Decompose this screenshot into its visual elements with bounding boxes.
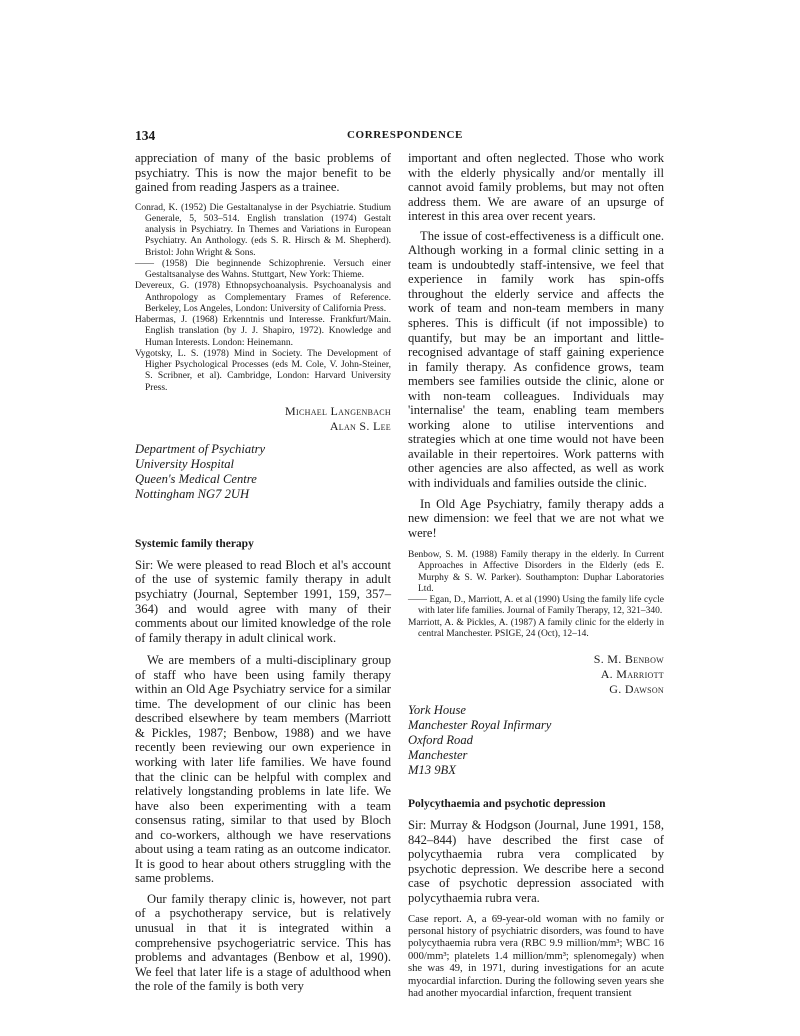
author-name: S. M. Benbow: [593, 652, 664, 667]
signature-block: [408, 652, 664, 697]
reference-list: [135, 203, 391, 394]
reference-item: Vygotsky, L. S. (1978) Mind in Society. The Development of Higher Psychological Processes (eds M. Cole, V. John-Steiner, S. Scribner, et al). Cambridge, London: Harvard University Press.: [135, 348, 391, 393]
letter-paragraph: Sir: Murray & Hodgson (Journal, June 1991, 158, 842–844) have described the first case of polycythaemia rubra vera complicated by psychotic depression. We describe here a second case of psychotic depression associated with polycythaemia rubra vera.: [408, 818, 664, 905]
page-header: [135, 128, 675, 146]
address-line: Department of Psychiatry: [135, 441, 266, 456]
address-line: Queen's Medical Centre: [135, 471, 257, 486]
signature-block: [135, 404, 391, 434]
letter-paragraph: The issue of cost-effectiveness is a difficult one. Although working in a formal clinic setting in a team is undoubtedly staff-intensive, we feel that experience in family work has spin-offs throughout the elderly service and affects the work of team and non-team members in many spheres. This is difficult (if not impossible) to quantify, but may be an important and little-recognised advantage of staff gaining experience in family therapy. As confidence grows, team members see families outside the clinic, alone or with non-team colleagues. Individuals may 'internalise' the team, enabling team members working alone to utilise interventions and strategies which at one time would not have been available in their repertoires. Work patterns with other agencies are also affected, as well as work with individuals and families outside the clinic.: [408, 228, 664, 491]
letter-paragraph: Sir: We were pleased to read Bloch et al's account of the use of systemic family therapy in adult psychiatry (Journal, September 1991, 159, 357–364) and would agree with many of their comments about our limited knowledge of the role of family therapy in adult clinical work.: [135, 557, 391, 645]
right-column: [408, 151, 664, 1000]
address-line: M13 9BX: [408, 763, 456, 778]
reference-list: [408, 550, 664, 640]
reference-item: Benbow, S. M. (1988) Family therapy in the elderly. In Current Approaches in Affective Disorders in the Elderly (eds E. Murphy & S. W. Parker). Southampton: Duphar Laboratories Ltd.: [408, 550, 664, 594]
letter-paragraph: In Old Age Psychiatry, family therapy adds a new dimension: we feel that we are not what we were!: [408, 496, 664, 540]
author-name: G. Dawson: [609, 682, 664, 697]
reference-item: Marriott, A. & Pickles, A. (1987) A family clinic for the elderly in central Manchester. PSIGE, 24 (Oct), 12–14.: [408, 617, 664, 639]
author-address: [135, 442, 391, 502]
reference-item: Habermas, J. (1968) Erkenntnis und Interesse. Frankfurt/Main. English translation (by J. J. Shapiro, 1972). Knowledge and Human Interests. London: Heinemann.: [135, 315, 391, 348]
page-number: 134: [135, 128, 156, 143]
left-column: [135, 151, 391, 994]
running-title: CORRESPONDENCE: [347, 129, 463, 141]
section-title: Polycythaemia and psychotic depression: [408, 798, 606, 811]
address-line: Oxford Road: [408, 733, 473, 748]
reference-item: Conrad, K. (1952) Die Gestaltanalyse in der Psychiatrie. Studium Generale, 5, 503–514. English translation (1974) Gestalt analysis in Psychiatry. In Themes and Variations in European Psychiatry. An Anthology. (eds S. R. Hirsch & M. Shepherd). Bristol: John Wright & Sons.: [135, 202, 391, 258]
address-line: York House: [408, 703, 466, 718]
address-line: Manchester Royal Infirmary: [408, 718, 552, 733]
continued-paragraph: appreciation of many of the basic problems of psychiatry. This is now the major benefit to be gained from reading Jaspers as a trainee.: [135, 151, 391, 195]
address-line: Nottingham NG7 2UH: [135, 486, 250, 501]
continued-paragraph: important and often neglected. Those who work with the elderly physically and/or mentally ill cannot avoid family problems, but may not often address them. We are aware of an upsurge of interest in this area over recent years.: [408, 151, 664, 224]
address-line: Manchester: [408, 748, 468, 763]
letter-paragraph: We are members of a multi-disciplinary group of staff who have been using family therapy within an Old Age Psychiatry service for a similar time. The development of our clinic has been described elsewhere by team members (Marriott & Pickles, 1987; Benbow, 1988) and we have recently been reviewing our own experience in working with later life families. We have found that the clinic can be helpful with complex and relatively longstanding problems in late life. We have also been experimenting with a team consensus rating, similar to that used by Bloch and co-workers, although we have reservations about using a team rating as an outcome indicator. It is good to hear about others struggling with the same problems.: [135, 653, 391, 886]
author-name: Alan S. Lee: [329, 418, 391, 433]
reference-item: —— Egan, D., Marriott, A. et al (1990) Using the family life cycle with later life families. Journal of Family Therapy, 12, 321–340.: [408, 595, 664, 617]
case-report-paragraph: Case report. A, a 69-year-old woman with no family or personal history of psychiatric disorders, was found to have polycythaemia rubra vera (RBC 9.9 million/mm³; WBC 16 000/mm³; platelets 1.4 million/mm³; splenomegaly) when she was 49, in 1971, during investigations for an acute myocardial infarction. During the following seven years she had another myocardial infarction, frequent transient: [408, 913, 664, 999]
reference-item: —— (1958) Die beginnende Schizophrenie. Versuch einer Gestaltsanalyse des Wahns. Stuttgart, New York: Thieme.: [135, 258, 391, 281]
reference-item: Devereux, G. (1978) Ethnopsychoanalysis. Psychoanalysis and Anthropology as Complementary Frames of Reference. Berkeley, Los Angeles, London: University of California Press.: [135, 281, 391, 314]
letter-paragraph: Our family therapy clinic is, however, not part of a psychotherapy service, but is relatively unusual in that it is integrated within a comprehensive psychogeriatric service. This has problems and advantages (Benbow et al, 1990). We feel that later life is a stage of adulthood when the role of the family is both very: [135, 891, 391, 994]
author-address: [408, 703, 664, 778]
section-title: Systemic family therapy: [135, 537, 254, 550]
address-line: University Hospital: [135, 456, 234, 471]
author-name: A. Marriott: [600, 667, 664, 682]
author-name: Michael Langenbach: [285, 403, 391, 418]
